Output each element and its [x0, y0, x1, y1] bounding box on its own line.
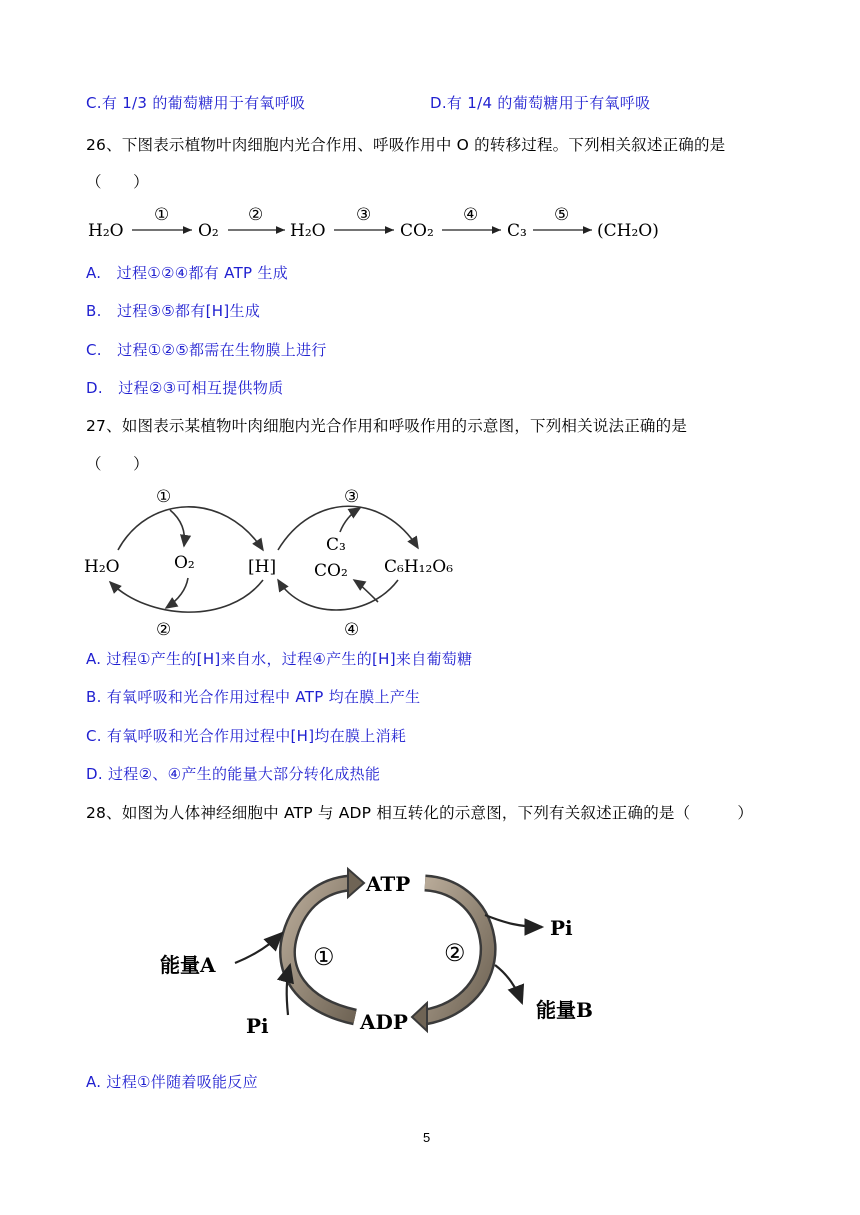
- q26-label-5: ⑤: [554, 205, 570, 225]
- q27-option-a: A. 过程①产生的[H]来自水，过程④产生的[H]来自葡萄糖: [86, 650, 473, 668]
- q27-h: [H]: [248, 557, 277, 577]
- q26-node-co2: CO₂: [400, 221, 434, 241]
- q27-arc-1: [118, 507, 263, 550]
- q26-option-a: A. 过程①②④都有 ATP 生成: [86, 264, 289, 282]
- q27-arc-2-branch-o2: [166, 578, 188, 608]
- q28-arrow-pi-out: [485, 915, 542, 927]
- q28-atp-adp-cycle-diagram: [150, 855, 630, 1045]
- q28-label-1: ①: [313, 943, 335, 971]
- q27-stem: 27、如图表示某植物叶肉细胞内光合作用和呼吸作用的示意图，下列相关说法正确的是: [86, 417, 688, 435]
- q28-arc-1-head: [348, 869, 364, 897]
- q26-node-ch2o: (CH₂O): [597, 221, 659, 241]
- q26-label-3: ③: [356, 205, 372, 225]
- q28-energy-b: 能量B: [536, 998, 593, 1022]
- q27-label-1: ①: [156, 487, 172, 507]
- q26-label-1: ①: [154, 205, 170, 225]
- q26-option-b: B. 过程③⑤都有[H]生成: [86, 302, 261, 320]
- q27-o2: O₂: [174, 553, 195, 573]
- q25-option-c: C.有 1/3 的葡萄糖用于有氧呼吸: [86, 94, 306, 112]
- q26-option-c: C. 过程①②⑤都需在生物膜上进行: [86, 341, 327, 359]
- q27-co2: CO₂: [314, 561, 348, 581]
- q28-adp: ADP: [360, 1010, 408, 1034]
- q26-option-d: D. 过程②③可相互提供物质: [86, 379, 284, 397]
- q28-arrow-energy-b: [495, 965, 522, 1003]
- q28-pi-left: Pi: [246, 1014, 269, 1038]
- q28-energy-a: 能量A: [160, 953, 216, 977]
- q27-arc-4: [278, 580, 398, 610]
- q28-arc-2-head: [412, 1003, 427, 1031]
- q26-stem: 26、下图表示植物叶肉细胞内光合作用、呼吸作用中 O 的转移过程。下列相关叙述正确的是: [86, 136, 726, 154]
- q26-node-h2o-2: H₂O: [290, 221, 326, 241]
- q27-option-d: D. 过程②、④产生的能量大部分转化成热能: [86, 765, 381, 783]
- q27-h2o: H₂O: [84, 557, 120, 577]
- q27-label-3: ③: [344, 487, 360, 507]
- q27-photosynthesis-respiration-diagram: [78, 480, 478, 640]
- q27-label-2: ②: [156, 620, 172, 640]
- q27-label-4: ④: [344, 620, 360, 640]
- q28-arrow-energy-a: [235, 933, 282, 963]
- q26-paren: （ ）: [86, 173, 149, 191]
- q26-node-c3: C₃: [507, 221, 527, 241]
- q26-oxygen-transfer-diagram: [80, 200, 680, 244]
- q27-arc-3-branch-c3: [340, 508, 360, 532]
- q28-pi-right: Pi: [550, 916, 573, 940]
- q27-option-b: B. 有氧呼吸和光合作用过程中 ATP 均在膜上产生: [86, 688, 421, 706]
- q27-paren: （ ）: [86, 455, 149, 473]
- q28-option-a: A. 过程①伴随着吸能反应: [86, 1073, 258, 1091]
- q27-arc-1-branch-o2: [170, 510, 184, 546]
- q28-atp: ATP: [366, 872, 411, 896]
- q27-option-c: C. 有氧呼吸和光合作用过程中[H]均在膜上消耗: [86, 727, 407, 745]
- page-number: 5: [423, 1130, 431, 1145]
- q28-stem: 28、如图为人体神经细胞中 ATP 与 ADP 相互转化的示意图，下列有关叙述正确的是（ ）: [86, 804, 754, 822]
- q26-node-o2: O₂: [198, 221, 219, 241]
- q28-label-2: ②: [444, 939, 466, 967]
- q27-glucose: C₆H₁₂O₆: [384, 557, 454, 577]
- q27-c3: C₃: [326, 535, 346, 555]
- q26-label-2: ②: [248, 205, 264, 225]
- q25-option-d: D.有 1/4 的葡萄糖用于有氧呼吸: [430, 94, 651, 112]
- q26-node-h2o-1: H₂O: [88, 221, 124, 241]
- q26-label-4: ④: [463, 205, 479, 225]
- q27-arc-4-branch-co2: [354, 580, 378, 602]
- q27-arc-3: [278, 506, 418, 550]
